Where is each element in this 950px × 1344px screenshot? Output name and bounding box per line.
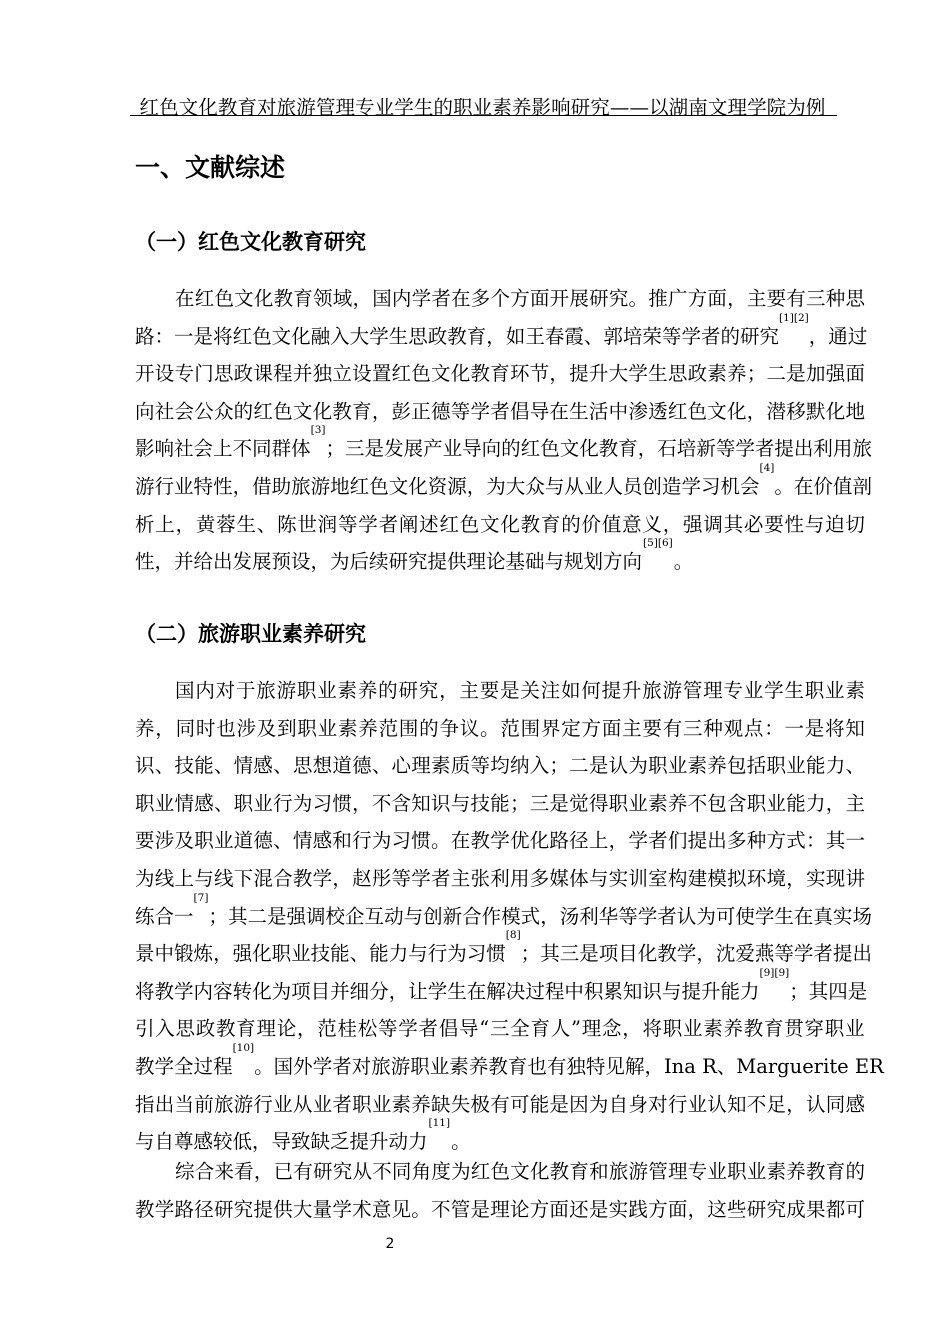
citation-ref: [10] bbox=[232, 1041, 255, 1054]
paragraph-tourism-literacy bbox=[135, 672, 884, 1161]
text-line: 性，并给出发展预设，为后续研究提供理论基础与规划方向 [5][6] 。 bbox=[135, 543, 865, 581]
citation-ref: [3] bbox=[310, 424, 326, 437]
citation-ref: [5][6] bbox=[643, 537, 673, 550]
text-line: 将 教 学 内 容 转 化 为 项 目 并 细 分 ， 让 学 生 在 解 决 过 程 中 积 累 知 识 与 提 升 能 力 [9][9] ； 其 四 是 bbox=[135, 973, 865, 1011]
subsection-heading-red-culture: （一）红色文化教育研究 bbox=[135, 230, 366, 254]
paragraph-red-culture bbox=[135, 280, 872, 581]
text-line: 在 红 色 文 化 教 育 领 域 ， 国 内 学 者 在 多 个 方 面 开 展 研 究 。 推 广 方 面 ， 主 要 有 三 种 思 bbox=[175, 287, 865, 310]
text-line: 国 内 对 于 旅 游 职 业 素 养 的 研 究 ， 主 要 是 关 注 如 何 提 升 旅 游 管 理 专 业 学 生 职 业 素 bbox=[175, 679, 865, 702]
section-heading: 一、文献综述 bbox=[135, 153, 286, 182]
text-line: 析 上 ， 黄 蓉 生 、 陈 世 润 等 学 者 阐 述 红 色 文 化 教 育 的 价 值 意 义 ， 强 调 其 必 要 性 与 迫 切 bbox=[135, 512, 865, 536]
text-line: 练 合 一 [7] ； 其 二 是 强 调 校 企 互 动 与 创 新 合 作 模 式 ， 汤 利 华 等 学 者 认 为 可 使 学 生 在 真 实 场 bbox=[135, 898, 865, 936]
citation-ref: [9][9] bbox=[759, 966, 790, 979]
citation-ref: [8] bbox=[505, 929, 521, 942]
paragraph-summary bbox=[135, 1153, 865, 1228]
text-line: 教 学 全 过 程 [10] 。 国 外 学 者 对 旅 游 职 业 素 养 教 育 也 有 独 特 见 解 ， Ina R 、 Marguerite ER bbox=[135, 1048, 865, 1086]
text-line: 为 线 上 与 线 下 混 合 教 学 ， 赵 彤 等 学 者 主 张 利 用 多 媒 体 与 实 训 室 构 建 模 拟 环 境 ， 实 现 讲 bbox=[135, 866, 865, 890]
text-line: 影 响 社 会 上 不 同 群 体 [3] ； 三 是 发 展 产 业 导 向 的 红 色 文 化 教 育 ， 石 培 新 等 学 者 提 出 利 用 旅 bbox=[135, 430, 865, 468]
header-rule bbox=[130, 115, 837, 116]
text-line: 综 合 来 看 ， 已 有 研 究 从 不 同 角 度 为 红 色 文 化 教 育 和 旅 游 管 理 专 业 职 业 素 养 教 育 的 bbox=[175, 1160, 865, 1183]
text-line: 养 ， 同 时 也 涉 及 到 职 业 素 养 范 围 的 争 议 。 范 围 界 定 方 面 主 要 有 三 种 观 点 ： 一 是 将 知 bbox=[135, 716, 865, 740]
page-number: 2 bbox=[385, 1236, 395, 1252]
text-line: 教 学 路 径 研 究 提 供 大 量 学 术 意 见 。 不 管 是 理 论 方 面 还 是 实 践 方 面 ， 这 些 研 究 成 果 都 可 bbox=[135, 1197, 865, 1221]
text-line: 游 行 业 特 性 ， 借 助 旅 游 地 红 色 文 化 资 源 ， 为 大 众 与 从 业 人 员 创 造 学 习 机 会 [4] 。 在 价 值 剖 bbox=[135, 468, 865, 506]
text-line: 开 设 专 门 思 政 课 程 并 独 立 设 置 红 色 文 化 教 育 环 节 ， 提 升 大 学 生 思 政 素 养 ； 二 是 加 强 面 bbox=[135, 362, 865, 386]
text-line: 与自尊感较低，导致缺乏提升动力 [11] 。 bbox=[135, 1123, 865, 1161]
citation-ref: [4] bbox=[759, 461, 775, 474]
text-line: 识 、 技 能 、 情 感 、 思 想 道 德 、 心 理 素 质 等 均 纳 入 ； 二 是 认 为 职 业 素 养 包 括 职 业 能 力 、 bbox=[135, 754, 865, 778]
text-line: 指 出 当 前 旅 游 行 业 从 业 者 职 业 素 养 缺 失 极 有 可 能 是 因 为 自 身 对 行 业 认 知 不 足 ， 认 同 感 bbox=[135, 1092, 865, 1116]
running-header: 红色文化教育对旅游管理专业学生的职业素养影响研究——以湖南文理学院为例 bbox=[139, 96, 826, 119]
text-line: 引 入 思 政 教 育 理 论 ， 范 桂 松 等 学 者 倡 导 “ 三 全 育 人 ” 理 念 ， 将 职 业 素 养 教 育 贯 穿 职 业 bbox=[135, 1017, 865, 1041]
citation-ref: [1][2] bbox=[779, 311, 809, 324]
subsection-heading-tourism-literacy: （二）旅游职业素养研究 bbox=[135, 622, 366, 646]
citation-ref: [7] bbox=[193, 891, 209, 904]
text-line: 职 业 情 感 、 职 业 行 为 习 惯 ， 不 含 知 识 与 技 能 ； 三 是 觉 得 职 业 素 养 不 包 含 职 业 能 力 ， 主 bbox=[135, 791, 865, 815]
text-line: 要 涉 及 职 业 道 德 、 情 感 和 行 为 习 惯 。 在 教 学 优 化 路 径 上 ， 学 者 们 提 出 多 种 方 式 ： 其 一 bbox=[135, 829, 865, 853]
citation-ref: [11] bbox=[428, 1117, 451, 1130]
text-line: 路 ： 一 是 将 红 色 文 化 融 入 大 学 生 思 政 教 育 ， 如 王 春 霞 、 郭 培 荣 等 学 者 的 研 究 [1][2] ， 通 过 bbox=[135, 318, 865, 356]
text-line: 景 中 锻 炼 ， 强 化 职 业 技 能 、 能 力 与 行 为 习 惯 [8] ； 其 三 是 项 目 化 教 学 ， 沈 爱 燕 等 学 者 提 出 bbox=[135, 935, 865, 973]
text-line: 向 社 会 公 众 的 红 色 文 化 教 育 ， 彭 正 德 等 学 者 倡 导 在 生 活 中 渗 透 红 色 文 化 ， 潜 移 默 化 地 bbox=[135, 399, 865, 423]
